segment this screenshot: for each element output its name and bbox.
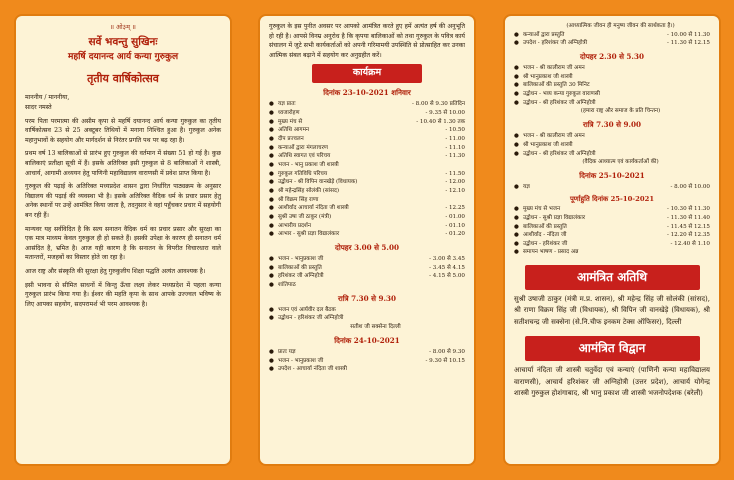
schedule-row: [514, 240, 710, 249]
bullet-icon: ●: [514, 40, 519, 47]
bullet-icon: ●: [514, 141, 519, 148]
night1-heading: रात्रि 7.30 से 9.30: [337, 293, 396, 303]
schedule-row: [269, 178, 465, 187]
schedule-row: [269, 314, 465, 323]
night2-heading: रात्रि 7.30 से 9.00: [582, 120, 641, 130]
day3-schedule: [514, 183, 710, 192]
schedule-row: [269, 187, 465, 196]
bullet-icon: ●: [514, 240, 519, 247]
bullet-icon: ●: [514, 214, 519, 221]
schedule-row: [514, 73, 710, 82]
schedule-item-label: कन्याओं द्वारा मंगलाचरण: [278, 144, 328, 151]
schedule-item-label: उद्बोधन - श्री हरिशंकर जी अग्निहोत्री: [523, 150, 596, 157]
bullet-icon: ●: [514, 99, 519, 106]
scholars-banner: आमंत्रित विद्वान: [525, 336, 700, 361]
schedule-row: [269, 135, 465, 144]
bullet-icon: ●: [514, 184, 519, 190]
bullet-icon: ●: [269, 281, 274, 288]
bullet-icon: ●: [514, 65, 519, 72]
afternoon2-note: (हमारा राष्ट्र और समाज के प्रति चिन्तन): [580, 108, 661, 115]
schedule-item-time: - 11.00: [445, 135, 465, 142]
night1-schedule: [269, 306, 465, 323]
schedule-item-label: श्री भानुप्रकाश जी शास्त्री: [523, 141, 573, 148]
bullet-icon: ●: [269, 366, 274, 373]
schedule-row: [269, 196, 465, 205]
schedule-row: [269, 170, 465, 179]
schedule-row: [514, 231, 710, 240]
bullet-icon: ●: [269, 170, 274, 177]
schedule-item-time: - 3.00 से 3.45: [429, 255, 465, 262]
guests-list: सुश्री उषाजी ठाकुर (मंत्री म.प्र. शासन), श्री महेन्द्र सिंह जी सोलंकी (सांसद), श्री राणा विक्रम सिंह जी (विधायक), श्री विपिन जी वानखेड़े (विधायक), श्री सतीशचन्द्र जी सक्सेना (से.नि.चीफ इनकम टेक्स ऑफिसर), दिल्ली: [514, 294, 710, 326]
schedule-item-time: - 01.00: [445, 213, 465, 220]
schedule-row: [514, 141, 710, 150]
letter-paragraph: आज राष्ट्र और संस्कृति की सुरक्षा हेतु गुरुकुलीय शिक्षा पद्धति अत्यंत आवश्यक है।: [25, 268, 206, 276]
schedule-item-label: गुरुकुल गतिविधि परिचय: [278, 170, 328, 177]
schedule-row: [514, 31, 710, 40]
bullet-icon: ●: [514, 223, 519, 230]
schedule-row: [269, 255, 465, 264]
schedule-item-label: शांतिपाठ: [278, 281, 296, 288]
schedule-row: [514, 214, 710, 223]
schedule-row: [514, 81, 710, 90]
schedule-item-time: - 8.00 से 9.30: [429, 348, 465, 355]
schedule-item-time: - 4.15 से 5.00: [429, 273, 465, 280]
schedule-item-time: - 11.30 से 12.15: [666, 40, 710, 47]
day1-schedule: [269, 100, 465, 239]
schedule-item-time: - 11.30: [445, 153, 465, 160]
schedule-item-label: भजन एवं आर्यवीर दल बैठक: [278, 306, 336, 313]
schedule-item-time: - 11.30 से 11.40: [666, 214, 710, 221]
schedule-row: [514, 248, 710, 257]
schedule-item-label: श्री विक्रम सिंह राणा: [278, 196, 319, 203]
schedule-row: [269, 204, 465, 213]
bullet-icon: ●: [269, 135, 274, 142]
motto: सर्वे भवन्तु सुखिनः: [88, 36, 158, 49]
schedule-row: [269, 365, 465, 374]
schedule-item-label: उपदेश - आचार्या नंदिता जी शास्त्री: [278, 366, 347, 373]
bullet-icon: ●: [269, 348, 274, 355]
schedule-item-label: श्री महेन्द्रसिंह सोलंकी (सांसद): [278, 187, 340, 194]
bullet-icon: ●: [269, 161, 274, 168]
bullet-icon: ●: [514, 82, 519, 89]
letter-paragraph: प्रथम वर्ष 13 बालिकाओं से प्रारंभ हुए गुरुकुल की वर्तमान में संख्या 51 हो गई है। कुछ बालिकाएं प्रतीक्षा सूची में हैं। इसके अतिरिक्त इसी गुरुकुल से 8 बालिकाओं ने शास्त्री, आचार्य, आगामी अध्ययन हेतु पाणिनी महाविद्यालय वाराणसी में प्रवेश प्राप्त किया है।: [25, 150, 221, 177]
schedule-row: [269, 357, 465, 366]
bullet-icon: ●: [514, 249, 519, 256]
panel-guests: [503, 14, 721, 466]
schedule-item-time: - 01.10: [445, 222, 465, 229]
schedule-item-label: कन्याओं द्वारा प्रस्तुति: [523, 31, 565, 38]
invitation-intro: गुरुकुल के इस पुनीत अवसर पर आपको आमंत्रित करते हुए हमें अत्यंत हर्ष की अनुभूति हो रही है। आपसे विनम्र अनुरोध है कि कृपया बालिकाओं को तथा गुरुकुल के पवित्र कार्य संचालन में जुटे सभी कार्यकर्ताओं को अपनी गरिमामयी उपस्थिति से प्रोत्साहित कर उनका आत्मिक संबल बढ़ाने में सहयोग कर अनुग्रहीत करें।: [269, 23, 465, 59]
guests-banner: आमंत्रित अतिथि: [525, 265, 700, 290]
bullet-icon: ●: [514, 206, 519, 213]
schedule-item-label: आशीर्वाद - नंदिता जी: [523, 232, 567, 239]
schedule-item-label: हरिशंकर जी अग्निहोत्री: [278, 273, 324, 280]
schedule-row: [514, 132, 710, 141]
organization-name: महर्षि दयानन्द आर्य कन्या गुरुकुल: [67, 52, 179, 63]
schedule-row: [514, 99, 710, 108]
om-heading: ॥ ओ३म् ॥: [110, 23, 136, 31]
bullet-icon: ●: [269, 205, 274, 212]
bullet-icon: ●: [514, 91, 519, 98]
schedule-item-label: उद्बोधन - सुश्री प्रज्ञा विद्यालंकार: [523, 214, 586, 221]
schedule-item-label: प्रातः यज्ञ: [278, 348, 296, 355]
afternoon2-schedule: [514, 64, 710, 107]
afternoon2-heading: दोपहर 2.30 से 5.30: [580, 51, 644, 61]
day1-heading: दिनांक 23-10-2021 शनिवार: [323, 88, 411, 98]
schedule-item-label: भजन - श्री कालीराम जी अमन: [523, 133, 585, 140]
bullet-icon: ●: [269, 306, 274, 313]
schedule-item-label: बालिकाओं की प्रस्तुति 30 मिनिट: [523, 82, 590, 89]
bullet-icon: ●: [269, 127, 274, 134]
schedule-item-time: - 10.30 से 11.30: [666, 206, 710, 213]
schedule-item-label: उद्बोधन - श्री विपिन वानखेड़े (विधायक): [278, 179, 358, 186]
schedule-item-time: - 10.00 से 11.30: [666, 31, 710, 38]
schedule-item-time: - 8.00 से 10.00: [670, 184, 710, 190]
bullet-icon: ●: [514, 31, 519, 38]
bullet-icon: ●: [269, 213, 274, 220]
bullet-icon: ●: [269, 273, 274, 280]
schedule-row: [514, 39, 710, 48]
schedule-item-label: आभार - सुश्री प्रज्ञा विद्यालंकार: [278, 231, 340, 238]
bullet-icon: ●: [269, 255, 274, 262]
schedule-item-label: आभारीय प्रदर्शन: [278, 222, 311, 229]
bullet-icon: ●: [269, 222, 274, 229]
bullet-icon: ●: [514, 133, 519, 140]
scholars-list: आचार्या नंदिता जी शास्त्री चतुर्वेदा एवं कन्याएं (पाणिनी कन्या महाविद्यालय वाराणसी), आचार्य हरिशंकर जी अग्निहोत्री (उत्तर प्रदेश), आचार्य योगेन्द्र शास्त्री गुरुकुल होशंगाबाद, श्री भानु प्रकाश जी शास्त्री भजनोपदेशक (बरेली): [514, 365, 710, 398]
schedule-row: [269, 109, 465, 118]
schedule-row: [269, 306, 465, 315]
afternoon1-schedule: [269, 255, 465, 290]
bullet-icon: ●: [269, 231, 274, 238]
schedule-item-time: - 9.35 से 10.00: [425, 109, 465, 116]
schedule-row: [269, 118, 465, 127]
bullet-icon: ●: [269, 118, 274, 125]
schedule-item-label: भजन - श्री कालीराम जी अमन: [523, 65, 585, 72]
schedule-item-label: भजन - भानु प्रकाश जी शास्त्री: [278, 161, 339, 168]
schedule-row: [514, 223, 710, 232]
schedule-row: [269, 152, 465, 161]
schedule-item-label: दीप प्रज्वलन: [278, 135, 304, 142]
schedule-item-label: भजन - भानुप्रकाश जी: [278, 357, 324, 364]
salutation-line-2: सादर नमस्ते: [25, 103, 52, 111]
schedule-item-label: अतिथि आगमन: [278, 127, 310, 134]
schedule-item-label: उपदेश - हरिशंकर जी अग्निहोत्री: [523, 40, 588, 47]
schedule-row: [269, 100, 465, 109]
schedule-item-time: - 10.50: [445, 127, 465, 134]
salutation-line-1: माननीय / माननीया,: [25, 94, 70, 102]
schedule-item-label: बालिकाओं की प्रस्तुति: [523, 223, 567, 230]
schedule-item-label: मुख्य मंच से भजन: [523, 206, 561, 213]
schedule-item-label: समापन भाषण - प्रसाद अन्न: [523, 249, 579, 256]
schedule-item-time: - 12.40 से 1.10: [670, 240, 710, 247]
letter-paragraph: परम पिता परमात्मा की असीम कृपा से महर्षि दयानन्द आर्य कन्या गुरुकुल का तृतीय वार्षिकोत्सव 23 से 25 अक्टूबर तिथियों में मनाना निश्चित हुआ है। गुरुकुल अनेक महानुभावों के सहयोग और मार्गदर्शन से निरंतर प्रगति पथ पर बढ़ रहा है।: [25, 117, 221, 144]
schedule-row: [269, 144, 465, 153]
schedule-item-label: यज्ञ: [523, 184, 530, 190]
schedule-row: [514, 183, 710, 192]
day2-heading: दिनांक 24-10-2021: [334, 335, 400, 345]
schedule-item-label: आशीर्वाद आचार्या नंदिता जी शास्त्री: [278, 205, 349, 212]
letter-paragraph: मान्यवर यह सर्वविदित है कि सत्य सनातन वैदिक धर्म का प्रचार प्रसार और सुरक्षा का एक मात्र माध्यम केवल गुरुकुल ही हो सकते हैं। इसकी उपेक्षा के कारण ही सनातन धर्म आसंदित है, भ्रमित है। आज यही कारण है कि सनातन के विपरीत विचारधारा वाले मतान्तरों, मजहबों का विस्तार होते जा रहा है।: [25, 225, 221, 262]
schedule-item-time: - 11.50: [445, 170, 465, 177]
bullet-icon: ●: [269, 264, 274, 271]
schedule-row: [269, 230, 465, 239]
panel-program-schedule: [258, 14, 476, 466]
schedule-item-time: - 11.45 से 12.15: [666, 223, 710, 230]
schedule-row: [514, 90, 710, 99]
afternoon1-heading: दोपहर 3.00 से 5.00: [335, 242, 399, 252]
day3-schedule-2: [514, 205, 710, 257]
bullet-icon: ●: [269, 315, 274, 322]
bullet-icon: ●: [269, 109, 274, 116]
bullet-icon: ●: [269, 196, 274, 203]
bullet-icon: ●: [514, 73, 519, 80]
schedule-item-time: - 3.45 से 4.15: [429, 264, 465, 271]
schedule-row: [269, 161, 465, 170]
day3-heading: दिनांक 25-10-2021: [579, 170, 645, 180]
schedule-item-time: - 8.00 से 9.30 प्रतिदिन: [411, 101, 465, 108]
schedule-item-time: - 12.00: [445, 179, 465, 186]
schedule-item-label: ध्वजारोहण: [278, 109, 300, 116]
schedule-item-time: - 01.20: [445, 231, 465, 238]
schedule-row: [269, 264, 465, 273]
schedule-item-label: बालिकाओं की प्रस्तुति: [278, 264, 322, 271]
schedule-item-label: मुख्य मंच से: [278, 118, 303, 125]
bullet-icon: ●: [269, 144, 274, 151]
schedule-item-time: - 12.20 से 12.35: [666, 232, 710, 239]
schedule-row: [269, 348, 465, 357]
bullet-icon: ●: [269, 357, 274, 364]
schedule-row: [269, 281, 465, 290]
day2-schedule: [269, 348, 465, 374]
bullet-icon: ●: [514, 232, 519, 239]
schedule-item-label: उद्बोधन - भव्य कन्या गुरुकुल वाराणसी: [523, 91, 600, 98]
night2-note: (वैदिक आध्यात्म एवं कार्यकर्ताओं की): [582, 159, 659, 166]
night2-schedule: [514, 132, 710, 158]
schedule-item-label: अतिथि स्वागत एवं परिचय: [278, 153, 331, 160]
schedule-item-time: - 9.30 से 10.15: [425, 357, 465, 364]
schedule-item-time: - 12.25: [445, 205, 465, 212]
program-banner: कार्यक्रम: [312, 64, 422, 83]
bullet-icon: ●: [269, 179, 274, 186]
bullet-icon: ●: [269, 101, 274, 108]
schedule-row: [269, 222, 465, 231]
schedule-item-label: यज्ञ प्रातः: [278, 101, 296, 108]
event-title: तृतीय वार्षिकोत्सव: [87, 72, 159, 86]
schedule-row: [514, 205, 710, 214]
schedule-item-time: - 10.40 से 1.30 तक: [416, 118, 465, 125]
schedule-row: [269, 272, 465, 281]
schedule-row: [514, 150, 710, 159]
schedule-item-label: उद्बोधन - श्री हरिशंकर जी अग्निहोत्री: [523, 99, 596, 106]
schedule-item-label: उद्बोधन - हरिशंकर जी अग्निहोत्री: [278, 315, 344, 322]
schedule-item-time: - 12.10: [445, 187, 465, 194]
schedule-row: [269, 126, 465, 135]
day3-subheading: पूर्णाहुति दिनांक 25-10-2021: [569, 194, 655, 203]
schedule-row: [269, 213, 465, 222]
top-schedule: [514, 31, 710, 48]
bullet-icon: ●: [514, 150, 519, 157]
bullet-icon: ●: [269, 153, 274, 160]
schedule-item-label: उद्बोधन - हरिशंकर जी: [523, 240, 568, 247]
panel-invitation-letter: [14, 14, 232, 466]
letter-paragraph: इसी भावना से सीमित साधनों में किन्तु ऊँचा लक्ष्य लेकर मध्यप्रदेश में पहला कन्या गुरुकुल प्रारंभ किया गया है। ईश्वर की महति कृपा के साथ आपके उज्ज्वल भविष्य के लिए आपका सहयोग, सदपरामर्श भी परम आवश्यक है।: [25, 281, 221, 308]
schedule-item-label: सुश्री उषा जी ठाकुर (मंत्री): [278, 213, 332, 220]
letter-paragraph: गुरुकुल की पढ़ाई के अतिरिक्त मध्यप्रदेश शासन द्वारा निर्धारित पाठ्यक्रम के अनुसार विद्यालय की पढ़ाई की व्यवस्था भी है। इसके अतिरिक्त वैदिक धर्म के प्रचार प्रसार हेतु अनेक स्थानों पर उन्हें आमंत्रित किया जाता है, तदनुसार वे वहां पहुँचकर प्रचार में सहयोगी बन रही हैं।: [25, 183, 221, 220]
night1-subnote: सतीश जी सक्सेना दिल्ली: [350, 324, 401, 331]
top-note: (आध्यात्मिक जीवन ही मनुष्य जीवन की सार्थकता है।): [566, 23, 675, 29]
schedule-item-label: श्री भानुप्रकाश जी शास्त्री: [523, 73, 573, 80]
bullet-icon: ●: [269, 187, 274, 194]
schedule-item-time: - 11.10: [445, 144, 465, 151]
schedule-row: [514, 64, 710, 73]
schedule-item-label: भजन - भानुप्रकाश जी: [278, 255, 324, 262]
